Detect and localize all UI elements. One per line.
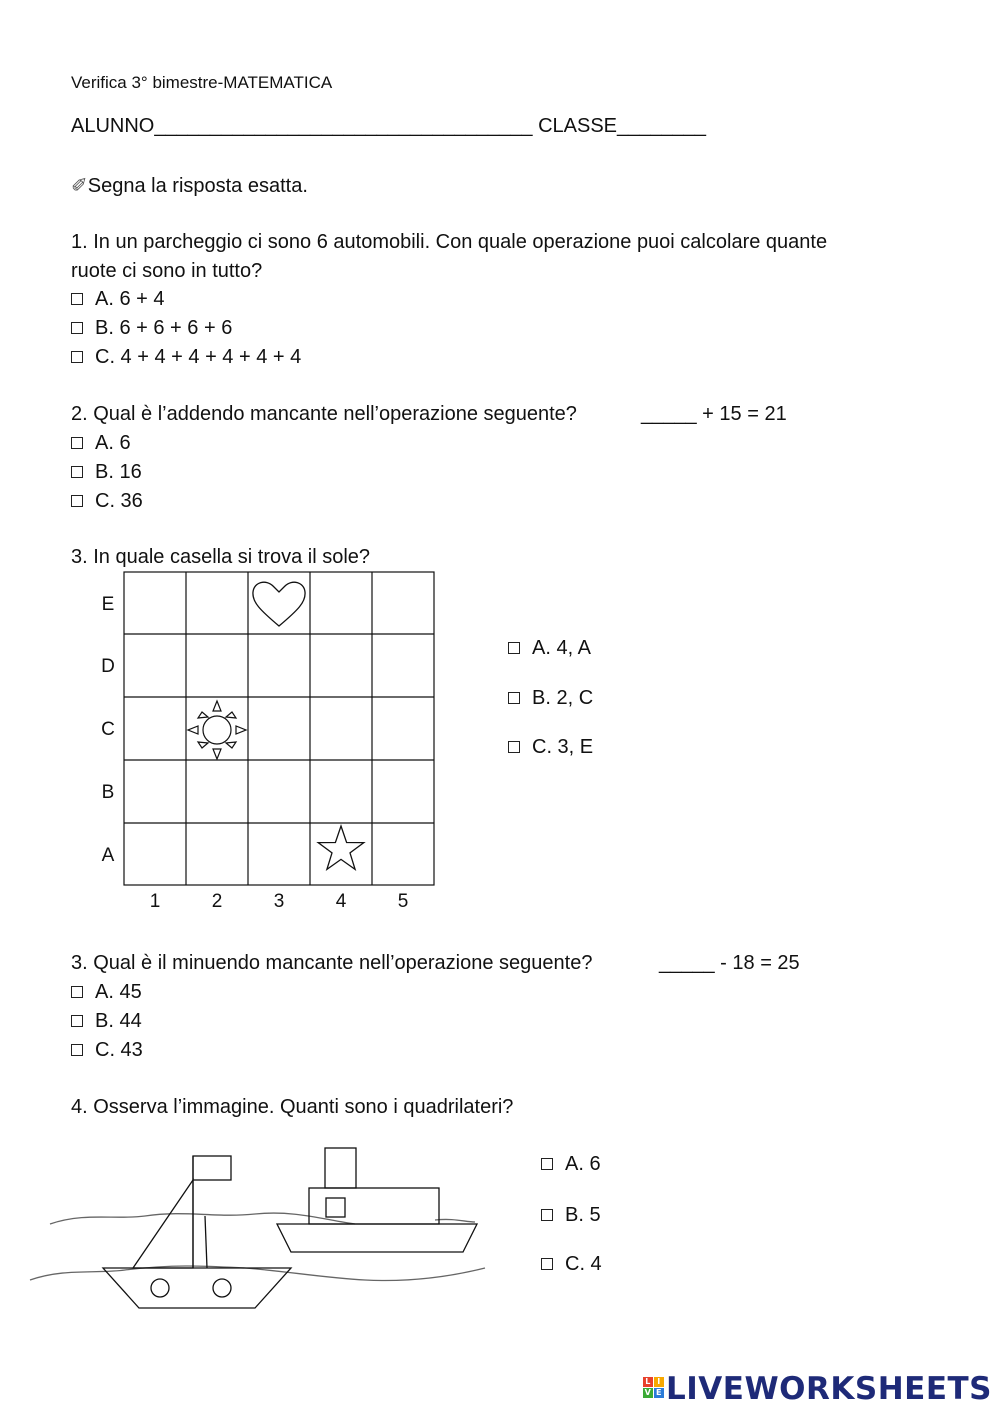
worksheet-header: Verifica 3° bimestre-MATEMATICA bbox=[71, 73, 333, 92]
student-class-line: ALUNNO__________________________________ CLASSE________ bbox=[71, 115, 706, 137]
q4-equation: _____ - 18 = 25 bbox=[659, 952, 800, 974]
logo-mark-icon bbox=[643, 1377, 664, 1398]
heart-icon bbox=[253, 582, 305, 626]
q3-option-b[interactable]: B. 2, C bbox=[508, 687, 593, 710]
steamboat-hull bbox=[277, 1224, 477, 1252]
steamboat-cabin bbox=[309, 1188, 439, 1224]
q5-text: 4. Osserva l’immagine. Quanti sono i quadrilateri? bbox=[71, 1096, 514, 1118]
logo-mark-letter: I bbox=[654, 1377, 664, 1387]
steamboat-window bbox=[326, 1198, 345, 1217]
checkbox-icon[interactable] bbox=[508, 642, 520, 654]
q4-option-a[interactable]: A. 45 bbox=[71, 981, 142, 1004]
checkbox-icon[interactable] bbox=[71, 495, 83, 507]
sailboat-small-sail bbox=[205, 1216, 207, 1268]
sailboat-flag bbox=[193, 1156, 231, 1180]
checkbox-icon[interactable] bbox=[71, 322, 83, 334]
star-icon bbox=[318, 826, 364, 869]
checkbox-icon[interactable] bbox=[71, 437, 83, 449]
pencil-icon: ✐ bbox=[71, 175, 88, 197]
q3-text: 3. In quale casella si trova il sole? bbox=[71, 546, 371, 568]
instruction-text: Segna la risposta esatta. bbox=[87, 175, 308, 197]
col-label: 2 bbox=[211, 891, 223, 912]
q5-option-a[interactable]: A. 6 bbox=[541, 1153, 601, 1176]
checkbox-icon[interactable] bbox=[508, 741, 520, 753]
q1-option-c[interactable]: C. 4 + 4 + 4 + 4 + 4 + 4 bbox=[71, 346, 301, 369]
sun-icon bbox=[188, 701, 246, 759]
row-label: A bbox=[101, 845, 115, 866]
grid-lines bbox=[124, 572, 434, 885]
q1-text-line1: 1. In un parcheggio ci sono 6 automobili. Con quale operazione puoi calcolare quante bbox=[71, 231, 828, 253]
logo-mark-letter: L bbox=[643, 1377, 653, 1387]
q2-text: 2. Qual è l’addendo mancante nell’operazione seguente? bbox=[71, 403, 577, 425]
row-label: B bbox=[101, 782, 115, 803]
row-label: D bbox=[101, 656, 115, 677]
q1-text-line2: ruote ci sono in tutto? bbox=[71, 260, 263, 282]
row-label: E bbox=[101, 594, 115, 615]
col-label: 1 bbox=[149, 891, 161, 912]
logo-mark-letter: V bbox=[644, 1388, 652, 1397]
q2-option-c[interactable]: C. 36 bbox=[71, 490, 143, 513]
checkbox-icon[interactable] bbox=[541, 1209, 553, 1221]
q1-option-b[interactable]: B. 6 + 6 + 6 + 6 bbox=[71, 317, 232, 340]
q1-option-a[interactable]: A. 6 + 4 bbox=[71, 288, 165, 311]
col-label: 3 bbox=[273, 891, 285, 912]
checkbox-icon[interactable] bbox=[71, 1015, 83, 1027]
q5-option-b[interactable]: B. 5 bbox=[541, 1204, 601, 1227]
checkbox-icon[interactable] bbox=[541, 1258, 553, 1270]
sailboat-hull bbox=[103, 1268, 291, 1308]
q3-option-a[interactable]: A. 4, A bbox=[508, 637, 591, 660]
wave bbox=[435, 1219, 475, 1222]
col-label: 5 bbox=[397, 891, 409, 912]
liveworksheets-logo bbox=[643, 1371, 992, 1407]
q4-text: 3. Qual è il minuendo mancante nell’operazione seguente? bbox=[71, 952, 593, 974]
q3-option-c[interactable]: C. 3, E bbox=[508, 736, 593, 759]
q5-option-c[interactable]: C. 4 bbox=[541, 1253, 602, 1276]
porthole bbox=[213, 1279, 231, 1297]
row-label: C bbox=[101, 719, 115, 740]
q4-option-b[interactable]: B. 44 bbox=[71, 1010, 142, 1033]
instruction bbox=[71, 173, 308, 198]
q2-equation: _____ + 15 = 21 bbox=[641, 403, 787, 425]
q2-option-a[interactable]: A. 6 bbox=[71, 432, 131, 455]
checkbox-icon[interactable] bbox=[71, 986, 83, 998]
logo-text: LIVEWORKSHEETS bbox=[666, 1371, 992, 1407]
q2-option-b[interactable]: B. 16 bbox=[71, 461, 142, 484]
checkbox-icon[interactable] bbox=[71, 351, 83, 363]
checkbox-icon[interactable] bbox=[541, 1158, 553, 1170]
checkbox-icon[interactable] bbox=[508, 692, 520, 704]
col-label: 4 bbox=[335, 891, 347, 912]
sailboat-sail bbox=[133, 1180, 193, 1268]
checkbox-icon[interactable] bbox=[71, 466, 83, 478]
coordinate-grid bbox=[90, 570, 450, 920]
q4-option-c[interactable]: C. 43 bbox=[71, 1039, 143, 1062]
logo-mark-letter: E bbox=[654, 1388, 664, 1398]
checkbox-icon[interactable] bbox=[71, 293, 83, 305]
steamboat-chimney bbox=[325, 1148, 356, 1188]
checkbox-icon[interactable] bbox=[71, 1044, 83, 1056]
boats-illustration bbox=[25, 1140, 495, 1320]
porthole bbox=[151, 1279, 169, 1297]
